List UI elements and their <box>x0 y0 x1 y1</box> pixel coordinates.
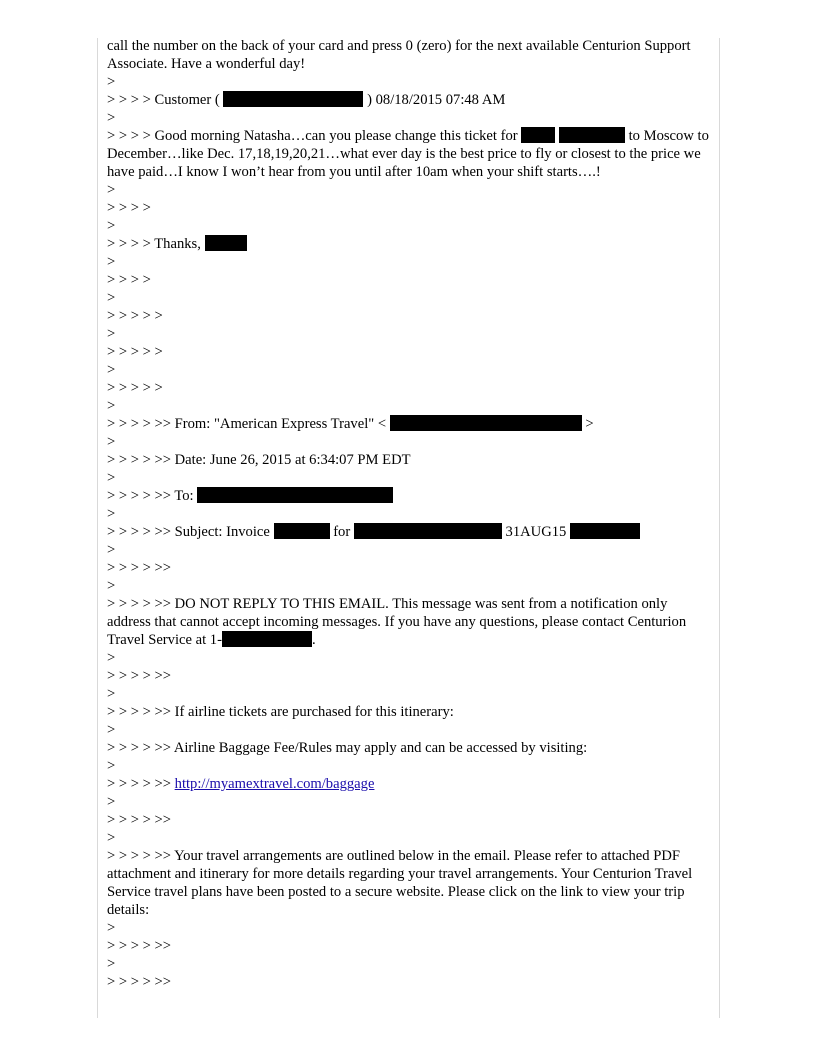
quote-marker: > <box>107 434 116 450</box>
quote-marker: > <box>107 182 116 198</box>
arrangements-line: > > > > >> Your travel arrangements are outlined below in the email. Please refer to attached PDF attachment and itinerary for more details regarding your travel arrangements. Your Centurion Travel Service travel plans have been posted to a secure website. Please click on the link to view your trip details: <box>107 848 696 918</box>
quote-marker: > <box>107 920 116 936</box>
customer-timestamp: ) 08/18/2015 07:48 AM <box>367 92 506 108</box>
quote-line: > > > > > <box>107 308 163 324</box>
quote-marker: > <box>107 74 116 90</box>
quote-marker: > <box>107 326 116 342</box>
redaction-block <box>570 523 640 539</box>
from-prefix: > > > > >> From: "American Express Travel" < <box>107 416 387 432</box>
quote-line: > > > > >> <box>107 668 171 684</box>
quote-marker: > <box>107 362 116 378</box>
customer-prefix: > > > > Customer ( <box>107 92 220 108</box>
subject-for: for <box>333 524 351 540</box>
quote-marker: > <box>107 542 116 558</box>
redaction-block <box>197 487 393 503</box>
subject-line <box>107 523 711 541</box>
quote-marker: > <box>107 830 116 846</box>
redaction-block <box>390 415 582 431</box>
quote-marker: > <box>107 650 116 666</box>
quote-marker: > <box>107 110 116 126</box>
link-line <box>107 775 711 793</box>
quote-marker: > <box>107 506 116 522</box>
redaction-block <box>559 127 625 143</box>
quote-marker: > <box>107 794 116 810</box>
link-prefix: > > > > >> <box>107 776 171 792</box>
quote-line: > > > > >> <box>107 812 171 828</box>
message-line <box>107 127 711 181</box>
noreply-suffix: . <box>311 632 316 648</box>
quote-marker: > <box>107 758 116 774</box>
quote-line: > > > > > <box>107 380 163 396</box>
email-body <box>107 37 711 991</box>
quote-line: > > > > <box>107 200 151 216</box>
quote-line: > > > > <box>107 272 151 288</box>
from-suffix: > <box>585 416 594 432</box>
thanks-text: > > > > Thanks, <box>107 236 201 252</box>
subject-prefix: > > > > >> Subject: Invoice <box>107 524 270 540</box>
to-prefix: > > > > >> To: <box>107 488 194 504</box>
quote-line: > > > > > <box>107 344 163 360</box>
quote-line: > > > > >> <box>107 938 171 954</box>
quote-marker: > <box>107 470 116 486</box>
from-line <box>107 415 711 433</box>
date-line: > > > > >> Date: June 26, 2015 at 6:34:07 PM EDT <box>107 452 411 468</box>
customer-line <box>107 91 711 109</box>
redaction-block <box>222 631 312 647</box>
quote-line: > > > > >> <box>107 974 171 990</box>
quote-marker: > <box>107 686 116 702</box>
quote-marker: > <box>107 722 116 738</box>
quote-marker: > <box>107 578 116 594</box>
quote-marker: > <box>107 218 116 234</box>
airline-line: > > > > >> If airline tickets are purchased for this itinerary: <box>107 704 454 720</box>
thanks-line <box>107 235 711 253</box>
baggage-line: > > > > >> Airline Baggage Fee/Rules may apply and can be accessed by visiting: <box>107 740 588 756</box>
quote-marker: > <box>107 956 116 972</box>
redaction-block <box>205 235 247 251</box>
to-line <box>107 487 711 505</box>
morning-prefix: > > > > Good morning Natasha…can you please change this ticket for <box>107 128 518 144</box>
quote-marker: > <box>107 398 116 414</box>
quote-line: > > > > >> <box>107 560 171 576</box>
morning-suffix: to Moscow to December…like Dec. 17,18,19,20,21…what ever day is the best price to fly or closest to the price we have paid…I know I won’t hear from you until after 10am when your shift starts….! <box>107 128 713 180</box>
noreply-line <box>107 595 711 649</box>
text-line: call the number on the back of your card and press 0 (zero) for the next available Centurion Support Associate. Have a wonderful day! <box>107 38 694 72</box>
subject-date: 31AUG15 <box>505 524 567 540</box>
redaction-block <box>274 523 330 539</box>
quote-marker: > <box>107 254 116 270</box>
redaction-block <box>223 91 363 107</box>
baggage-link[interactable]: http://myamextravel.com/baggage <box>174 776 375 792</box>
redaction-block <box>521 127 555 143</box>
redaction-block <box>354 523 502 539</box>
noreply-text: > > > > >> DO NOT REPLY TO THIS EMAIL. This message was sent from a notification only address that cannot accept incoming messages. If you have any questions, please contact Centurion Travel Service at 1- <box>107 596 690 648</box>
quote-marker: > <box>107 290 116 306</box>
